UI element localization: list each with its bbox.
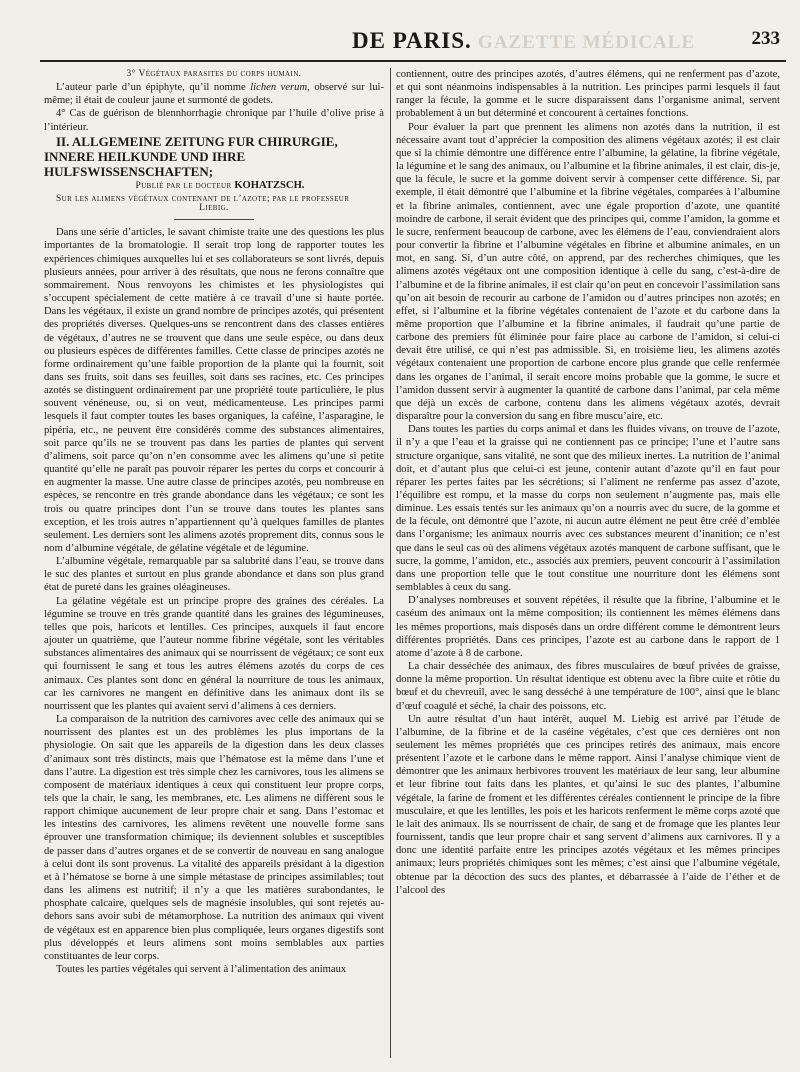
left-paragraph: La comparaison de la nutrition des carnivores avec celle des animaux qui se nourrissent des plantes est un des problèmes les plus importans de la physiologie. On sait que les appareils de la digestion dans les deux classes d’animaux sont très distincts, mais que l’hématose est la même dans l’une et dans l’autre. La digestion est très simple chez les carnivores, tous les alimens se composent de matériaux identiques à ceux qui constituent leur propre corps, tels que la chair, le sang, les membranes, etc. Les alimens ne diffèrent sous le rapport chimique aucunement de leur propre chair et sang. Dans l’estomac et les intestins des carnivores, les alimens revêtent une nouvelle forme sans éprouver une transformation chimique; ils deviennent solubles et susceptibles de passer dans d’autres organes et de se convertir de nouveau en sang analogue à celui dont ils sont provenus. La vitalité des appareils présidant à la digestion et à l’hématose se borne à une simple métastase de principes assimilables; tout dans les alimens est nutritif; il n’y a que les matières surabondantes, le phosphate calcaire, quelques sels de magnésie insolubles, qui sont rejetés au-dehors sans avoir subi de métamorphose. La nutrition des animaux qui vivent de végétaux est en apparence bien plus compliquée, leurs organes digestifs sont plus développés et leurs alimens sont moins semblables aux parties constituantes de leur corps. bbox=[44, 714, 384, 962]
right-paragraph: Pour évaluer la part que prennent les alimens non azotés dans la nutrition, il est nécessaire avant tout d’apprécier la composition des alimens végétaux azotés; il est clair que si la chimie démontre une différence entre l’albumine, la gélatine, la fibrine végétale, la légumine et le sang des animaux, ou l’albumine et la fibrine animales, il est clair, dis-je, que la fécule, le sucre et la gomme doivent servir à compenser cette différence. Si, par exemple, il était démontré que l’albumine et la fibrine végétales, comparées à l’albumine et la fibrine animales, contiennent, avec une égale proportion d’azote, une quantité moindre de carbone, il serait évident que des principes qui, comme l’amidon, la gomme et le sucre, renferment beaucoup de carbone, avec les élémens de l’eau, conviendraient alors pour convertir la fibrine et l’albumine végétales en fibrine et albumine animales, en un mot, en sang. Si, d’un autre côté, on apprend, par des recherches chimiques, que les alimens azotés végétaux ont une composition identique à celle du sang, c’est-à-dire de l’albumine et de la fibrine animales, il est clair qu’on peut en concevoir l’assimilation sans qu’on ait besoin de recourir au carbone de l’amidon ou d’autres principes non azotés; en effet, si l’albumine et la fibrine végétales contenaient de l’azote et du carbone dans la même proportion que l’albumine et la fibrine animales, il faudrait qu’une partie de carbone des premiers fût éliminée pour faire place au carbone de l’amidon, si celui-ci devait être utilisé, ce qui n’est pas admissible. Si, en troisième lieu, les alimens azotés végétaux contenaient une proportion de carbone encore plus grande que celle renfermée dans les organes de l’animal, il serait encore moins probable que la gomme, le sucre et l’amidon dussent servir à augmenter la quantité de carbone dans l’animal, par cela même que déjà un excès de carbone, contenu dans les alimens végétaux azotés, devrait disparaître pour la conversion du sang en fibre muscu’aire, etc. bbox=[396, 121, 780, 423]
right-paragraph: Dans toutes les parties du corps animal et dans les fluides vivans, on trouve de l’azote, il n’y a que l’eau et la graisse qui ne contiennent pas ce principe; l’une et l’autre sans structure organique, sans vitalité, ne sont que des milieux inertes. La nutrition de l’animal doit, et d’autant plus que celui-ci est jeune, contenir autant d’azote qu’il en faut pour réparer les pertes faites par les sécrétions; si l’aliment ne renferme pas assez d’azote, l’équilibre est rompu, et la masse du corps non seulement n’augmente pas, mais elle diminue. Les essais tentés sur les animaux qu’on a nourris avec du sucre, de la gomme et de la fécule, ont démontré que l’azote, ni aucun autre élément ne peut être créé d’emblée dans l’organisme; les animaux nourris avec ces substances meurent d’inanition; ce n’est que dans le seul cas où des alimens végétaux azotés manquent de carbone suffisant, que le sucre, la gomme, l’amidon, etc., associés aux premiers, peuvent concourir à l’assimilation dans une proportion telle que le tout constitue une nourriture dont les élémens sont semblables à ceux du sang. bbox=[396, 424, 780, 594]
right-paragraph: La chair desséchée des animaux, des fibres musculaires de bœuf privées de graisse, donne la même proportion. Un résultat identique est obtenu avec la fibre cuite et rôtie du bœuf et du chevreuil, avec le sang desséché à une température de 100°, ainsi que le blanc d’œuf coagulé et séché, la chair des poissons, etc. bbox=[396, 661, 780, 712]
article-subtitle-text: Sur les alimens végétaux contenant de l’azote; par le professeur bbox=[56, 193, 350, 204]
byline bbox=[44, 179, 384, 193]
page-number: 233 bbox=[751, 28, 780, 49]
right-paragraph: Un autre résultat d’un haut intérêt, auquel M. Liebig est arrivé par l’étude de l’albumine, de la fibrine et de la caséine végétales, c’est que ces dernières ont non seulement les mêmes propriétés que ces principes retirés des animaux, mais encore présentent l’azote et le carbone dans le même rapport. Ainsi l’analyse chimique vient de démontrer que les animaux herbivores trouvent les matériaux de leur sang, leur albumine et leur fibrine tout faits dans les plantes, et qu’ainsi le suc des plantes, l’albumine végétale, la farine de froment et les différentes céréales contiennent le principe de la fibre musculaire, et que les lentilles, les pois et les haricots renferment le même corps azoté que le lait des animaux. Ils se nourrissent de chair, de sang et de fromage que les plantes leur fournissent, tandis que leur propre chair et sang servent d’alimens aux carnivores. Il y a donc une identité parfaite entre les principes azotés végétaux et les mêmes principes animaux; leurs propriétés chimiques sont les mêmes; c’est ainsi que l’albumine végétale, obtenue par la décoction des sucs des plantes, et débarrassée à l’aide de l’éther et de l’alcool des bbox=[396, 713, 780, 896]
left-paragraph: Toutes les parties végétales qui servent à l’alimentation des animaux bbox=[56, 964, 347, 975]
article-author: Liebig. bbox=[199, 203, 229, 214]
left-paragraph: Dans une série d’articles, le savant chimiste traite une des questions les plus importantes de la bromatologie. Il serait trop long de rapporter toutes les expériences chimiques auxquelles lui et ses collaborateurs se sont livrés, depuis plusieurs années, pour arriver à des résultats, que nous ne ferons connaître que sommairement. Nous renvoyons les chimistes et les physiologistes qui s’occupent spécialement de cette matière à ce travail d’une si haute portée. Dans les végétaux, il existe un grand nombre de principes azotés, qui présentent des propriétés diverses. Quelques-uns se rencontrent dans des classes entières de végétaux, d’autres ne se trouvent que dans une seule espèce, ou dans deux ou plusieurs espèces de différentes familles. Cette classe de principes azotés ne forme ordinairement qu’une faible proportion de la plante qui la fournit, soit dans ses fruits, soit dans ses feuilles, soit dans ses racines, etc. Ces principes azotés se distinguent ordinairement par une propriété toute particulière, le plus souvent vénéneuse, ou, si on veut, médicamenteuse. Les principes parmi lesquels il faut compter toutes les bases organiques, la caféine, l’asparagine, le pipéria, etc., ne peuvent être considérés comme des substances alimentaires, soit parce qu’ils ne se trouvent pas dans les parties de plantes qui servent d’alimens, soit parce qu’on n’en consomme avec les alimens qu’une si petite quantité qu’elle ne paraît pas pouvoir réparer les pertes du corps et concourir à en augmenter la masse. Une autre classe de principes azotés, peu nombreuse en espèces, se rencontre en très grande abondance dans les végétaux; ce sont les trois ou quatre principes dont l’un se trouve dans toutes les plantes sans exception, et les trois autres n’appartiennent qu’à quelques familles de plantes seulement. Les derniers sont les alimens azotés proprement dits, connus sous le nom d’albumine végétale, de gélatine végétale et de légumine. bbox=[44, 227, 384, 554]
section-title: 3° Végétaux parasites du corps humain. bbox=[126, 69, 302, 79]
right-paragraph: contiennent, outre des principes azotés, d’autres élémens, qui ne renferment pas d’azote, et qui sont néanmoins indispensables à la nutrition. Les principes parmi lesquels il faut ranger la fécule, la gomme et le sucre disparaissent dans l’organisme animal, servent probablement à un but déterminé et concourent à certaines fonctions. bbox=[396, 69, 780, 120]
paragraph-lichen: L’auteur parle d’un épiphyte, qu’il nomme lichen verum, observé sur lui-même; il était de couleur jaune et surmonté de godets. bbox=[44, 82, 384, 107]
running-title: DE PARIS. bbox=[352, 28, 472, 53]
bleed-through-title: GAZETTE MÉDICALE bbox=[478, 32, 696, 53]
right-paragraph: D’analyses nombreuses et souvent répétées, il résulte que la fibrine, l’albumine et le caséum des animaux ont la même composition; ils contiennent les mêmes élémens dans les mêmes proportions, mais disposés dans un ordre différent comme le démontrent leurs différentes propriétés. Dans ces principes, l’azote est au carbone dans le rapport de 1 atome d’azote à 8 de carbone. bbox=[396, 595, 780, 659]
header-rule bbox=[40, 60, 786, 62]
column-divider bbox=[390, 68, 391, 1058]
species-name: lichen verum bbox=[250, 82, 308, 94]
page-header bbox=[40, 26, 780, 60]
paragraph-blennorrhagie: 4° Cas de guérison de blennhorrhagie chronique par l’huile d’olive prise à l’intérieur. bbox=[44, 108, 384, 133]
subtitle-rule bbox=[174, 219, 254, 220]
left-paragraph: La gélatine végétale est un principe propre des graines des céréales. La légumine se trouve en très grande quantité dans les graines des légumineuses, telles que pois, haricots et lentilles. Ces principes, auxquels il faut encore ajouter un quatrième, que l’auteur nomme fibrine végétale, sont les véritables substances alimentaires des animaux qui se nourrissent de végétaux; ce sont eux qui fournissent le sang et tous les autres élémens azotés du corps de ces animaux. Ces plantes sont donc en général la nourriture de tous les animaux, car les carnivores ne mangent en définitive dans les animaux dont ils se nourrissent que les plantes qui avaient servi d’alimens à ces derniers. bbox=[44, 595, 384, 712]
byline-prefix: Publié par le docteur bbox=[135, 180, 235, 191]
journal-heading: II. ALLGEMEINE ZEITUNG FUR CHIRURGIE, INNERE HEILKUNDE UND IHRE HULFSWISSENSCHAFTEN; bbox=[44, 133, 338, 179]
right-column bbox=[396, 68, 780, 1058]
byline-name: KOHATZSCH. bbox=[234, 179, 305, 191]
left-paragraph: L’albumine végétale, remarquable par sa salubrité dans l’eau, se trouve dans le suc des plantes et surtout en plus grande abondance et dans son plus grand état de pureté dans les graines oléagineuses. bbox=[44, 556, 384, 594]
left-column bbox=[44, 68, 384, 1058]
